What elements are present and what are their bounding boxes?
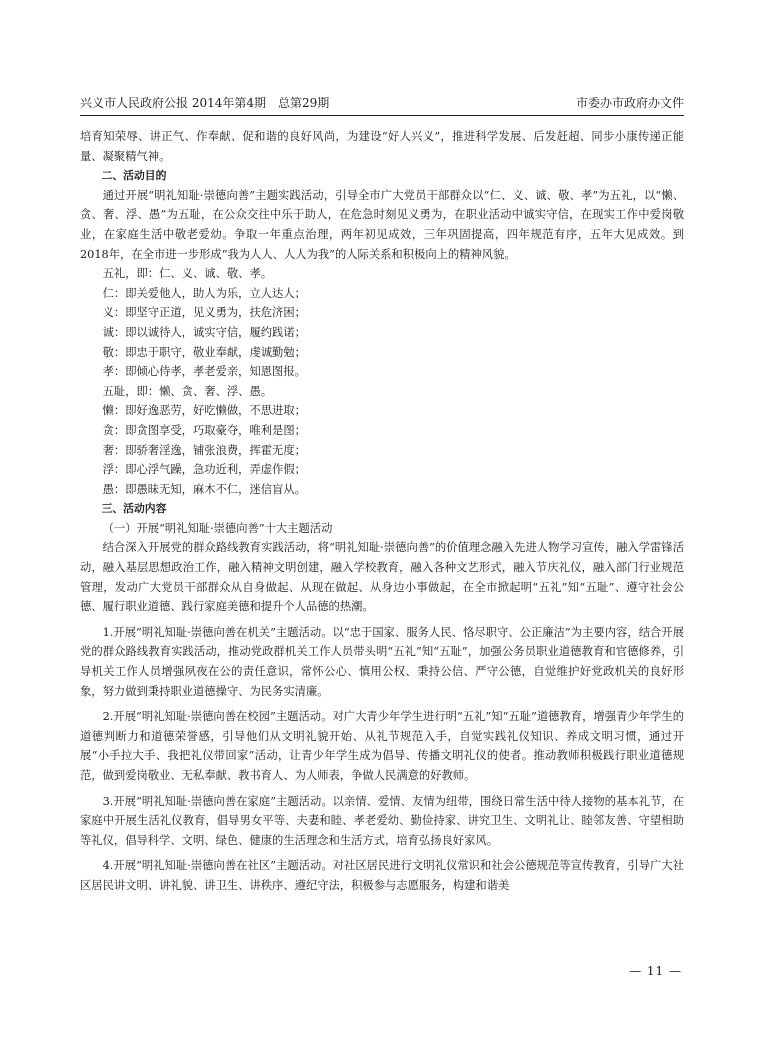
list-item: 孝：即倾心侍孝，孝老爱亲，知恩图报。 xyxy=(102,365,306,379)
section-heading-purpose: 二、活动目的 xyxy=(101,169,167,183)
list-item: 贪：即贪图享受，巧取豪夺，唯利是图； xyxy=(102,423,306,437)
document-body xyxy=(80,127,684,896)
list-item: 奢：即骄奢淫逸，铺张浪费，挥霍无度； xyxy=(102,443,306,457)
virtue-list xyxy=(80,264,684,499)
list-item: 五礼，即：仁、义、诚、敬、孝。 xyxy=(102,267,273,281)
page-number: — 11 — xyxy=(629,964,682,978)
subsection-heading: （一）开展“明礼知耻·崇德向善”十大主题活动 xyxy=(102,521,333,535)
header-publication: 兴义市人民政府公报 2014年第4期 总第29期 xyxy=(80,96,330,110)
page-header xyxy=(80,96,684,116)
list-item: 愚：即愚昧无知，麻木不仁，迷信盲从。 xyxy=(102,482,306,496)
activity-item-3: 3.开展“明礼知耻·崇德向善在家庭”主题活动。以亲情、爱情、友情为纽带，围绕日常生活中待人接物的基本礼节，在家庭中开展生活礼仪教育，倡导男女平等、夫妻和睦、孝老爱幼、勤俭持家、讲究卫生、文明礼让、睦邻友善、守望相助等礼仪，倡导科学、文明、绿色、健康的生活理念和生活方式，培育弘扬良好家风。 xyxy=(80,794,684,847)
activity-item-2: 2.开展“明礼知耻·崇德向善在校园”主题活动。对广大青少年学生进行明“五礼”知“五耻”道德教育，增强青少年学生的道德判断力和道德荣誉感，引导他们从文明礼貌开始、从礼节规范入手，自觉实践礼仪知识、养成文明习惯，通过开展“小手拉大手、我把礼仪带回家”活动，让青少年学生成为倡导、传播文明礼仪的使者。推动教师积极践行职业道德规范，做到爱岗敬业、无私奉献、教书育人、为人师表，争做人民满意的好教师。 xyxy=(80,710,684,782)
list-item: 懒：即好逸恶劳，好吃懒做，不思进取； xyxy=(102,404,306,418)
list-item: 义：即坚守正道，见义勇为，扶危济困； xyxy=(102,306,306,320)
list-item: 敬：即忠于职守，敬业奉献，虔诚勤勉； xyxy=(102,345,306,359)
activity-item-1: 1.开展“明礼知耻·崇德向善在机关”主题活动。以“忠于国家、服务人民、恪尽职守、公正廉洁”为主要内容，结合开展党的群众路线教育实践活动，推动党政群机关工作人员带头明“五礼”知“五耻”，加强公务员职业道德教育和官德修养，引导机关工作人员增强夙夜在公的责任意识，常怀公心、慎用公权、秉持公信、严守公德，自觉维护好党政机关的良好形象，努力做到秉持职业道德操守、为民务实清廉。 xyxy=(80,625,684,698)
list-item: 诚：即以诚待人，诚实守信，履约践诺； xyxy=(102,325,306,339)
subsection-paragraph: 结合深入开展党的群众路线教育实践活动，将“明礼知耻·崇德向善”的价值理念融入先进人物学习宣传，融入学雷锋活动，融入基层思想政治工作，融入精神文明创建，融入学校教育，融入各种文艺形式，融入节庆礼仪，融入部门行业规范管理，发动广大党员干部群众从自身做起、从现在做起、从身边小事做起，在全市掀起明“五礼”知“五耻”、遵守社会公德、履行职业道德、践行家庭美德和提升个人品德的热潮。 xyxy=(80,541,684,614)
section-heading-content: 三、活动内容 xyxy=(101,502,167,516)
activity-item-4: 4.开展“明礼知耻·崇德向善在社区”主题活动。对社区居民进行文明礼仪常识和社会公德规范等宣传教育，引导广大社区居民讲文明、讲礼貌、讲卫生、讲秩序、遵纪守法，积极参与志愿服务，构建和谐美 xyxy=(80,859,684,892)
list-item: 仁：即关爱他人，助人为乐，立人达人； xyxy=(102,286,306,300)
intro-continuation: 培育知荣辱、讲正气、作奉献、促和谐的良好风尚，为建设“好人兴义”，推进科学发展、后发赶超、同步小康传递正能量、凝聚精气神。 xyxy=(80,130,684,163)
list-item: 五耻，即：懒、贪、奢、浮、愚。 xyxy=(102,384,273,398)
header-section: 市委办市政府办文件 xyxy=(575,96,684,110)
purpose-paragraph: 通过开展“明礼知耻·崇德向善”主题实践活动，引导全市广大党员干部群众以“仁、义、诚、敬、孝”为五礼，以“懒、贪、奢、浮、愚”为五耻，在公众交往中乐于助人，在危急时刻见义勇为，在职业活动中诚实守信，在现实工作中爱岗敬业，在家庭生活中敬老爱幼。争取一年重点治理，两年初见成效，三年巩固提高，四年规范有序，五年大见成效。到2018年，在全市进一步形成“我为人人、人人为我”的人际关系和积极向上的精神风貌。 xyxy=(80,188,684,261)
list-item: 浮：即心浮气躁，急功近利，弄虚作假； xyxy=(102,463,306,477)
